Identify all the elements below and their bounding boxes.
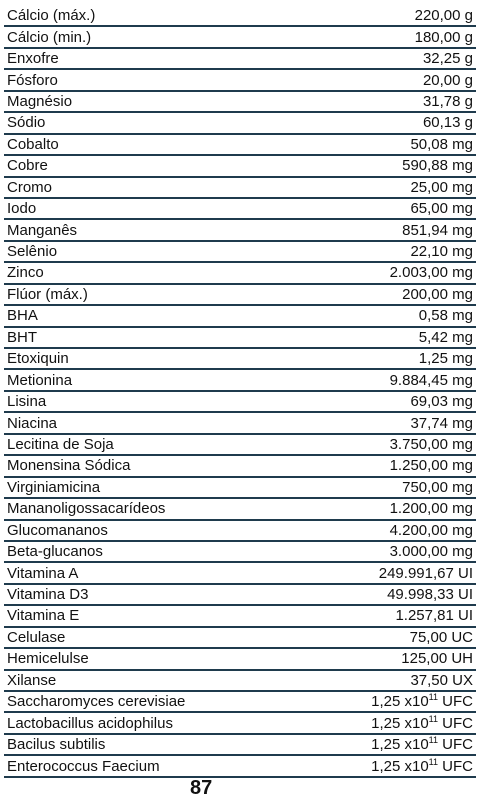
row-value: [402, 158, 473, 173]
table-row: [4, 435, 476, 456]
exponent: 11: [428, 735, 438, 746]
row-value: [423, 73, 473, 88]
table-row: [4, 413, 476, 434]
value-text: 125,00 UH: [401, 650, 473, 668]
value-text: 851,94 mg: [402, 221, 473, 239]
row-label: Vitamina A: [7, 564, 79, 582]
row-label: Cobre: [7, 157, 48, 175]
table-row: [4, 671, 476, 692]
table-row: [4, 220, 476, 241]
row-label: Zinco: [7, 264, 44, 282]
row-label: Saccharomyces cerevisiae: [7, 693, 186, 711]
row-label: Virginiamicina: [7, 478, 101, 496]
row-value: [371, 756, 473, 775]
value-text: 200,00 mg: [402, 285, 473, 303]
row-label: Metionina: [7, 371, 73, 389]
row-value: [410, 416, 473, 431]
table-row: [4, 49, 476, 70]
row-value: [371, 737, 473, 752]
row-label: Mananoligossacarídeos: [7, 500, 166, 518]
value-text: 1,25 x10: [371, 757, 429, 775]
row-label: Enxofre: [7, 50, 59, 68]
value-text: 37,50 UX: [410, 671, 473, 689]
table-row: [4, 713, 476, 734]
value-text: 1,25 x10: [371, 693, 429, 711]
row-value: [415, 30, 473, 45]
row-value: [371, 694, 473, 709]
row-label: Vitamina E: [7, 607, 80, 625]
table-row: [4, 392, 476, 413]
row-value: [410, 244, 473, 259]
unit-text: UFC: [438, 757, 473, 775]
row-label: Lactobacillus acidophilus: [7, 714, 173, 732]
row-value: [423, 94, 473, 109]
table-row: [4, 370, 476, 391]
row-label: Xilanse: [7, 671, 57, 689]
row-value: [371, 713, 473, 732]
value-text: 9.884,45 mg: [389, 371, 473, 389]
row-value: [390, 373, 473, 388]
row-label: Flúor (máx.): [7, 285, 88, 303]
row-value: [390, 501, 473, 516]
row-value: [402, 223, 473, 238]
value-text: 1,25 mg: [418, 350, 473, 368]
value-text: 20,00 g: [422, 71, 473, 89]
row-value: [423, 51, 473, 66]
row-value: [390, 523, 473, 538]
row-label: Bacilus subtilis: [7, 736, 106, 754]
value-text: 0,58 mg: [418, 307, 473, 325]
table-row: [4, 285, 476, 306]
row-label: Cromo: [7, 178, 53, 196]
value-text: 37,74 mg: [410, 414, 473, 432]
table-row: [4, 478, 476, 499]
table-row: [4, 735, 476, 756]
value-text: 49.998,33 UI: [387, 586, 473, 604]
table-row: [4, 649, 476, 670]
value-text: 1.200,00 mg: [389, 500, 473, 518]
value-text: 3.000,00 mg: [389, 543, 473, 561]
row-value: [419, 330, 473, 345]
unit-text: UFC: [438, 693, 473, 711]
table-row: [4, 542, 476, 563]
value-text: 1.257,81 UI: [395, 607, 473, 625]
row-value: [390, 265, 473, 280]
row-label: Etoxiquin: [7, 350, 69, 368]
row-value: [402, 480, 473, 495]
row-value: [387, 587, 473, 602]
row-value: [410, 394, 473, 409]
value-text: 1.250,00 mg: [389, 457, 473, 475]
value-text: 590,88 mg: [402, 157, 473, 175]
table-row: [4, 70, 476, 91]
row-label: Niacina: [7, 414, 58, 432]
table-row: [4, 263, 476, 284]
row-label: Iodo: [7, 200, 37, 218]
value-text: 750,00 mg: [402, 478, 473, 496]
row-label: Enterococcus Faecium: [7, 757, 160, 775]
table-row: [4, 628, 476, 649]
row-value: [410, 201, 473, 216]
row-label: BHT: [7, 328, 37, 346]
table-row: [4, 499, 476, 520]
table-row: [4, 585, 476, 606]
row-label: Glucomananos: [7, 521, 108, 539]
table-row: [4, 349, 476, 370]
row-label: Selênio: [7, 243, 58, 261]
value-text: 4.200,00 mg: [389, 521, 473, 539]
row-value: [390, 458, 473, 473]
value-text: 5,42 mg: [418, 328, 473, 346]
row-value: [423, 115, 473, 130]
row-label: BHA: [7, 307, 38, 325]
row-value: [395, 608, 473, 623]
table-row: [4, 178, 476, 199]
row-value: [419, 351, 473, 366]
row-value: [410, 180, 473, 195]
value-text: 69,03 mg: [410, 393, 473, 411]
row-label: Vitamina D3: [7, 586, 89, 604]
table-row: [4, 563, 476, 584]
row-label: Magnésio: [7, 92, 73, 110]
exponent: 11: [428, 692, 438, 703]
row-value: [390, 437, 473, 452]
value-text: 25,00 mg: [410, 178, 473, 196]
row-label: Beta-glucanos: [7, 543, 103, 561]
table-row: [4, 456, 476, 477]
row-label: Sódio: [7, 114, 46, 132]
row-value: [379, 566, 473, 581]
unit-text: UFC: [438, 736, 473, 754]
row-label: Celulase: [7, 628, 66, 646]
value-text: 31,78 g: [422, 92, 473, 110]
row-label: Lecitina de Soja: [7, 435, 114, 453]
row-label: Fósforo: [7, 71, 58, 89]
value-text: 65,00 mg: [410, 200, 473, 218]
value-text: 60,13 g: [422, 114, 473, 132]
table-row: [4, 156, 476, 177]
table-row: [4, 135, 476, 156]
table-row: [4, 306, 476, 327]
value-text: 3.750,00 mg: [389, 435, 473, 453]
row-label: Cálcio (min.): [7, 28, 92, 46]
value-text: 1,25 x10: [371, 736, 429, 754]
value-text: 180,00 g: [414, 28, 473, 46]
row-label: Manganês: [7, 221, 78, 239]
row-value: [410, 630, 473, 645]
row-label: Hemicelulse: [7, 650, 89, 668]
page-number: 87: [190, 777, 213, 799]
table-row: [4, 92, 476, 113]
table-row: [4, 6, 476, 27]
table-row: [4, 113, 476, 134]
table-row: [4, 756, 476, 777]
row-value: [415, 8, 473, 23]
row-label: Cobalto: [7, 135, 59, 153]
row-value: [401, 651, 473, 666]
value-text: 75,00 UC: [409, 628, 473, 646]
table-row: [4, 242, 476, 263]
value-text: 50,08 mg: [410, 135, 473, 153]
row-value: [410, 673, 473, 688]
value-text: 220,00 g: [414, 7, 473, 25]
value-text: 2.003,00 mg: [389, 264, 473, 282]
table-row: [4, 606, 476, 627]
table-row: [4, 521, 476, 542]
table-row: [4, 692, 476, 713]
value-text: 32,25 g: [422, 50, 473, 68]
table-row: [4, 199, 476, 220]
table-row: [4, 328, 476, 349]
nutrient-table: [4, 6, 476, 778]
value-text: 22,10 mg: [410, 243, 473, 261]
row-value: [419, 308, 473, 323]
value-text: 1,25 x10: [371, 714, 429, 732]
row-label: Lisina: [7, 393, 47, 411]
row-value: [402, 287, 473, 302]
unit-text: UFC: [438, 714, 473, 732]
exponent: 11: [428, 756, 438, 767]
table-row: [4, 27, 476, 48]
exponent: 11: [428, 713, 438, 724]
row-value: [410, 137, 473, 152]
row-label: Cálcio (máx.): [7, 7, 96, 25]
row-label: Monensina Sódica: [7, 457, 131, 475]
row-value: [390, 544, 473, 559]
value-text: 249.991,67 UI: [378, 564, 473, 582]
